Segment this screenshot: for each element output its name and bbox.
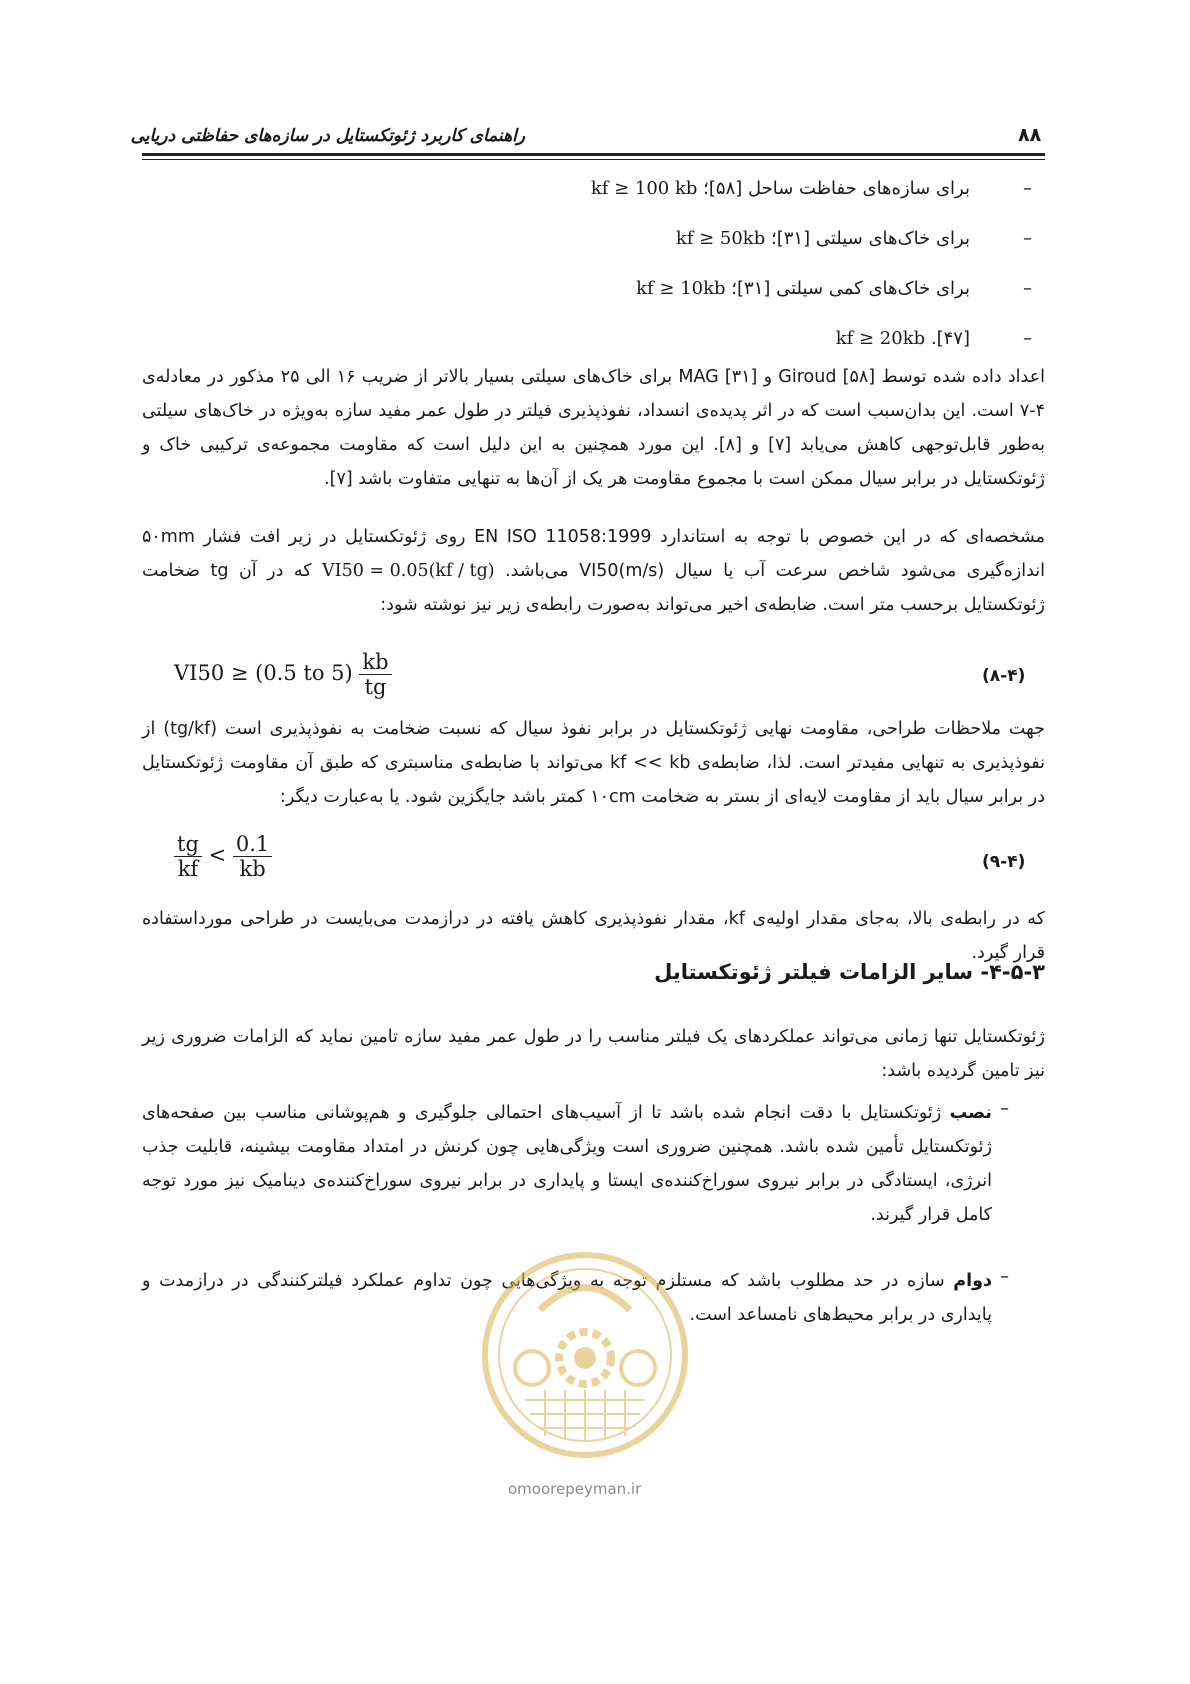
page-number: ۸۸: [1018, 124, 1042, 146]
condition-text: برای خاک‌های کمی سیلتی [۳۱]؛: [731, 278, 970, 299]
paragraph: جهت ملاحظات طراحی، مقاومت نهایی ژئوتکستایل در برابر نفوذ سیال که نسبت ضخامت به نفوذپذیری است (tg/kf) از نفوذپذیری به تنهایی مفیدتر است. لذا، ضابطه‌ی kf << kb می‌تواند با ضابطه‌ی مناسبتری که طبق آن مقاومت ژئوتکستایل در برابر سیال باید از مقاومت لایه‌ای از بستر به ضخامت ۱۰cm کمتر باشد جایگزین شود. یا به‌عبارت دیگر:: [142, 719, 1046, 807]
fraction-numerator: 0.1: [233, 832, 272, 857]
watermark-seal: [470, 1240, 700, 1470]
section-heading: ۴-۵-۳- سایر الزامات فیلتر ژئوتکستایل: [654, 960, 1045, 984]
inequality-sign: <: [208, 843, 227, 867]
paragraph: که در رابطه‌ی بالا، به‌جای مقدار اولیه‌ی kf، مقدار نفوذپذیری کاهش یافته در درازمدت می‌بایست در طراحی مورداستفاده قرار گیرد.: [142, 909, 1046, 963]
bullet-term: دوام: [953, 1271, 992, 1291]
condition-math: kf ≥ 10kb: [636, 278, 726, 299]
list-dash: –: [1023, 228, 1032, 249]
bullet-term: نصب: [949, 1103, 992, 1123]
equation-number: (۸-۴): [982, 666, 1026, 686]
fraction-numerator: tg: [174, 832, 202, 857]
equation-lhs: VI50 ≥ (0.5 to 5): [174, 661, 353, 685]
fraction-denominator: kf: [177, 857, 199, 881]
equation-9-4: [174, 832, 272, 881]
condition-text: [۴۷].: [930, 328, 970, 349]
header-rule-thick: [142, 153, 1045, 156]
condition-item: [675, 228, 1032, 249]
fraction: [233, 832, 272, 881]
equation-8-4: [174, 650, 392, 699]
paragraph: [142, 520, 1045, 622]
paragraph: اعداد داده شده توسط Giroud [۵۸] و MAG [۳۱] برای خاک‌های سیلتی بسیار بالاتر از ضریب ۱۶ الی ۲۵ مذکور در معادله‌ی ۴-۷ است. این بدان‌سبب است که در اثر پدیده‌ی انسداد، نفوذپذیری فیلتر در طول عمر مفید سازه به‌ویژه در خاک‌های سیلتی به‌طور قابل‌توجهی کاهش می‌یابد [۷] و [۸]. این مورد همچنین به این دلیل است که مقاومت مجموعه‌ی ترکیبی خاک و ژئوتکستایل در برابر سیال ممکن است با مجموع مقاومت هر یک از آن‌ها به تنهایی متفاوت باشد [۷].: [142, 367, 1046, 489]
list-dash: –: [1023, 178, 1032, 199]
fraction-numerator: kb: [359, 650, 391, 675]
bullet-text: ژئوتکستایل با دقت انجام شده باشد تا از آسیب‌های احتمالی جلوگیری و هم‌پوشانی مناسب بین صفحه‌های ژئوتکستایل تأمین شده باشد. همچنین ضروری است ویژگی‌هایی چون کرنش در امتداد مقاومت بیشینه، قابلیت جذب انرژی، ایستادگی در برابر نیروی سوراخ‌کننده‌ی ایستا و پایداری در برابر نیروی سوراخ‌کننده‌ی دینامیک نیز مورد توجه کامل قرار گیرند.: [142, 1103, 992, 1225]
paragraph: ژئوتکستایل تنها زمانی می‌تواند عملکردهای یک فیلتر مناسب را در طول عمر مفید سازه تامین نماید که الزامات ضروری زیر نیز تامین گردیده باشد:: [142, 1027, 1045, 1081]
fraction-denominator: kb: [239, 857, 266, 881]
list-dash: –: [1023, 328, 1032, 349]
running-header-title: راهنمای کاربرد ژئوتکستایل در سازه‌های حفاظتی دریایی: [130, 126, 525, 146]
bullet-text: سازه در حد مطلوب باشد که مستلزم توجه به ویژگی‌هایی چون تداوم عملکرد فیلترکنندگی در درازمدت و پایداری در برابر محیط‌های نامساعد است.: [142, 1271, 992, 1325]
fraction: [359, 650, 391, 699]
watermark-url: omoorepeyman.ir: [508, 1480, 642, 1498]
condition-item: [636, 278, 1032, 299]
list-dash: –: [1023, 278, 1032, 299]
list-dash: –: [1000, 1098, 1009, 1119]
header-rule-thin: [142, 159, 1045, 160]
fraction: [174, 832, 202, 881]
condition-text: برای سازه‌های حفاظت ساحل [۵۸]؛: [703, 178, 970, 199]
inline-formula: VI50 = 0.05(kf / tg): [322, 561, 495, 581]
condition-math: kf ≥ 50kb: [675, 228, 766, 249]
paragraph-text: که در آن tg ضخامت ژئوتکستایل برحسب متر است. ضابطه‌ی اخیر می‌تواند به‌صورت رابطه‌ی زیر نیز نوشته شود:: [142, 561, 1045, 615]
equation-number: (۹-۴): [982, 852, 1026, 872]
paragraph-text: مشخصه‌ای که در این خصوص با توجه به استاندارد EN ISO 11058:1999 روی ژئوتکستایل در زیر افت فشار ۵۰mm اندازه‌گیری می‌شود شاخص سرعت آب یا سیال VI50(m/s) می‌باشد.: [142, 527, 1046, 581]
fraction-denominator: tg: [364, 675, 387, 699]
condition-item: [590, 178, 1032, 199]
condition-math: kf ≥ 100 kb: [590, 178, 698, 199]
condition-math: kf ≥ 20kb: [835, 328, 926, 349]
list-dash: –: [1000, 1266, 1009, 1287]
condition-item: [835, 328, 1032, 349]
bullet-item: [142, 1096, 992, 1232]
condition-text: برای خاک‌های سیلتی [۳۱]؛: [770, 228, 970, 249]
